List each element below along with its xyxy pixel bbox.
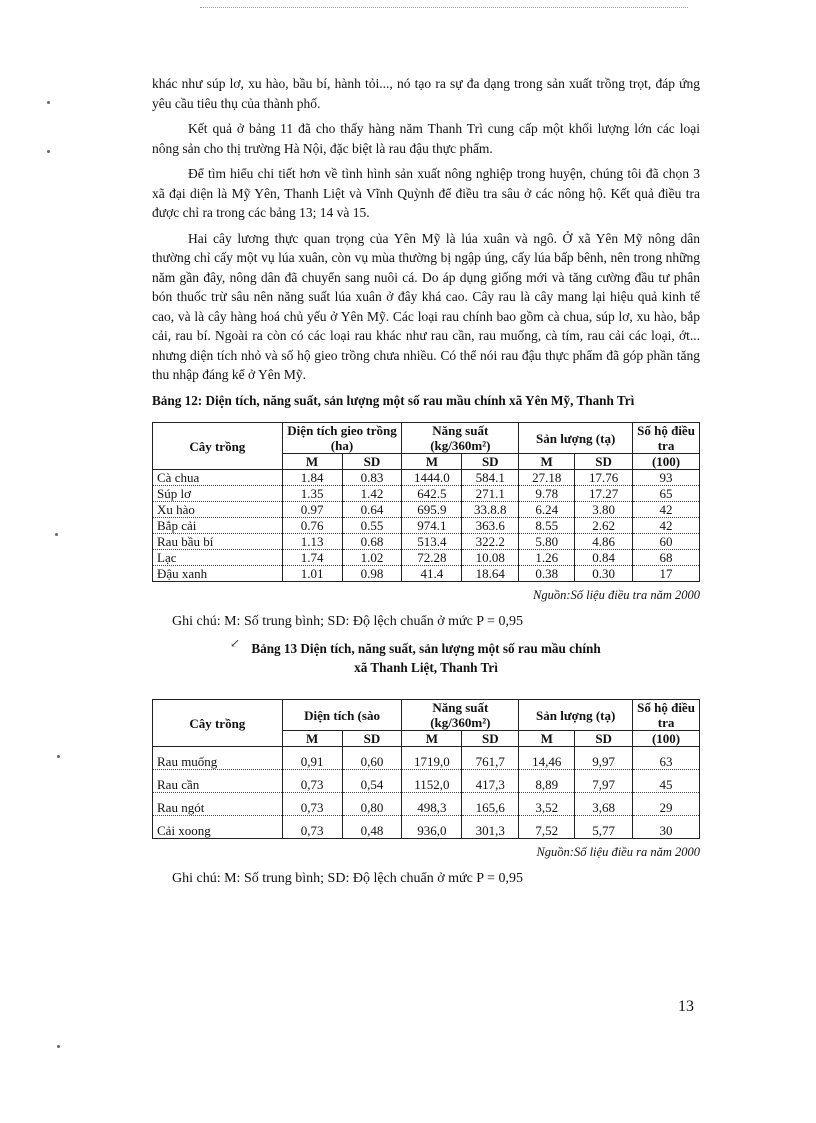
- value-cell: 30: [633, 816, 700, 839]
- value-cell: 1.35: [282, 486, 342, 502]
- header-crop: Cây trồng: [153, 700, 283, 747]
- value-cell: 584.1: [462, 470, 519, 486]
- value-cell: 0,73: [282, 770, 342, 793]
- header-sd: SD: [575, 731, 633, 747]
- value-cell: 10.08: [462, 550, 519, 566]
- value-cell: 8,89: [519, 770, 575, 793]
- table13-caption-line1: Bảng 13 Diện tích, năng suất, sản lượng một số rau mầu chính: [251, 641, 601, 656]
- header-output: Sản lượng (tạ): [519, 700, 633, 731]
- header-sd: SD: [342, 454, 402, 470]
- value-cell: 9.78: [519, 486, 575, 502]
- table-row: [153, 747, 700, 770]
- table-row: [153, 518, 700, 534]
- paragraph-2: Kết quả ở bảng 11 đã cho thấy hàng năm Thanh Trì cung cấp một khối lượng lớn các loại nông sản cho thị trường Hà Nội, đặc biệt là rau đậu thực phẩm.: [152, 121, 700, 156]
- value-cell: 6.24: [519, 502, 575, 518]
- header-households: Số hộ điều tra: [633, 423, 700, 454]
- value-cell: 974.1: [402, 518, 462, 534]
- value-cell: 0.76: [282, 518, 342, 534]
- table-row: [153, 534, 700, 550]
- pen-mark: ↙: [230, 636, 241, 650]
- header-m: M: [519, 731, 575, 747]
- header-m: M: [519, 454, 575, 470]
- table-row: [153, 470, 700, 486]
- value-cell: 29: [633, 793, 700, 816]
- value-cell: 165,6: [462, 793, 519, 816]
- value-cell: 3,52: [519, 793, 575, 816]
- value-cell: 2.62: [575, 518, 633, 534]
- value-cell: 0,73: [282, 816, 342, 839]
- value-cell: 42: [633, 518, 700, 534]
- value-cell: 8.55: [519, 518, 575, 534]
- margin-mark: [47, 101, 50, 104]
- table-row: [153, 502, 700, 518]
- table13-body: [153, 747, 700, 839]
- table-row: [153, 793, 700, 816]
- value-cell: 1.02: [342, 550, 402, 566]
- value-cell: 642.5: [402, 486, 462, 502]
- value-cell: 7,52: [519, 816, 575, 839]
- value-cell: 1.13: [282, 534, 342, 550]
- header-sd: SD: [342, 731, 402, 747]
- header-yield: Năng suất (kg/360m²): [402, 423, 519, 454]
- value-cell: 4.86: [575, 534, 633, 550]
- value-cell: 1.42: [342, 486, 402, 502]
- value-cell: 0,60: [342, 747, 402, 770]
- value-cell: 1.74: [282, 550, 342, 566]
- header-sd: SD: [575, 454, 633, 470]
- value-cell: 0.55: [342, 518, 402, 534]
- header-m: M: [282, 731, 342, 747]
- value-cell: 0.97: [282, 502, 342, 518]
- table-row: [153, 770, 700, 793]
- value-cell: 5.80: [519, 534, 575, 550]
- value-cell: 27.18: [519, 470, 575, 486]
- header-sd: SD: [462, 731, 519, 747]
- crop-name-cell: Cà chua: [153, 470, 283, 486]
- table12-body: [153, 470, 700, 582]
- table12-caption: Bảng 12: Diện tích, năng suất, sản lượng một số rau mầu chính xã Yên Mỹ, Thanh Trì: [152, 392, 635, 408]
- crop-name-cell: Đậu xanh: [153, 566, 283, 582]
- value-cell: 695.9: [402, 502, 462, 518]
- header-sd: SD: [462, 454, 519, 470]
- table-row: [153, 486, 700, 502]
- value-cell: 41.4: [402, 566, 462, 582]
- top-dotted-line: [200, 7, 688, 8]
- table12-note: Ghi chú: M: Số trung bình; SD: Độ lệch chuẩn ở mức P = 0,95: [172, 613, 523, 629]
- value-cell: 0,48: [342, 816, 402, 839]
- value-cell: 14,46: [519, 747, 575, 770]
- value-cell: 9,97: [575, 747, 633, 770]
- value-cell: 322.2: [462, 534, 519, 550]
- value-cell: 65: [633, 486, 700, 502]
- value-cell: 417,3: [462, 770, 519, 793]
- value-cell: 17.27: [575, 486, 633, 502]
- header-households-n: (100): [633, 731, 700, 747]
- value-cell: 3.80: [575, 502, 633, 518]
- table-12: [152, 422, 700, 582]
- value-cell: 93: [633, 470, 700, 486]
- table12-source: Nguồn:Số liệu điều tra năm 2000: [532, 588, 700, 602]
- header-m: M: [402, 454, 462, 470]
- table13-source: Nguồn:Số liệu điều ra năm 2000: [536, 845, 700, 859]
- value-cell: 0.83: [342, 470, 402, 486]
- value-cell: 72.28: [402, 550, 462, 566]
- header-m: M: [402, 731, 462, 747]
- table13-caption-line2: xã Thanh Liệt, Thanh Trì: [354, 660, 498, 675]
- table-row: [153, 566, 700, 582]
- header-area: Diện tích (sào: [282, 700, 402, 731]
- table13-note: Ghi chú: M: Số trung bình; SD: Độ lệch chuẩn ở mức P = 0,95: [172, 870, 523, 886]
- value-cell: 42: [633, 502, 700, 518]
- crop-name-cell: Súp lơ: [153, 486, 283, 502]
- value-cell: 0.30: [575, 566, 633, 582]
- table-13: [152, 699, 700, 839]
- crop-name-cell: Rau cần: [153, 770, 283, 793]
- value-cell: 761,7: [462, 747, 519, 770]
- value-cell: 363.6: [462, 518, 519, 534]
- value-cell: 1719,0: [402, 747, 462, 770]
- value-cell: 0.68: [342, 534, 402, 550]
- value-cell: 271.1: [462, 486, 519, 502]
- value-cell: 301,3: [462, 816, 519, 839]
- value-cell: 0.38: [519, 566, 575, 582]
- header-households-n: (100): [633, 454, 700, 470]
- header-area: Diện tích gieo trồng (ha): [282, 423, 402, 454]
- crop-name-cell: Cải xoong: [153, 816, 283, 839]
- header-households: Số hộ điều tra: [633, 700, 700, 731]
- crop-name-cell: Bắp cải: [153, 518, 283, 534]
- value-cell: 498,3: [402, 793, 462, 816]
- value-cell: 513.4: [402, 534, 462, 550]
- header-crop: Cây trồng: [153, 423, 283, 470]
- value-cell: 1.26: [519, 550, 575, 566]
- value-cell: 1.84: [282, 470, 342, 486]
- crop-name-cell: Rau muống: [153, 747, 283, 770]
- value-cell: 936,0: [402, 816, 462, 839]
- paragraph-4: Hai cây lương thực quan trọng của Yên Mỹ là lúa xuân và ngô. Ở xã Yên Mỹ nông dân thường chỉ cấy một vụ lúa xuân, còn vụ mùa thường bị ngập úng, cấy lúa bấp bênh, nên trong những năm gần đây, nông dân đã chuyển sang nuôi cá. Do áp dụng giống mới và tăng cường đầu tư phân bón thuốc trừ sâu nên năng suất lúa xuân ở đây khá cao. Cây rau là cây mang lại hiệu quả kinh tế cao, và là cây hàng hoá chủ yếu ở Yên Mỹ. Các loại rau chính bao gồm cà chua, súp lơ, xu hào, bắp cải, rau bí. Ngoài ra còn có các loại rau khác như rau cần, rau muống, cà tím, rau cải các loại, ớt... nhưng diện tích nhỏ và số hộ gieo trồng chưa nhiều. Có thể nói rau đậu thực phẩm đã góp phần tăng thu nhập đáng kể ở Yên Mỹ.: [152, 230, 700, 382]
- value-cell: 68: [633, 550, 700, 566]
- value-cell: 17.76: [575, 470, 633, 486]
- crop-name-cell: Lạc: [153, 550, 283, 566]
- value-cell: 0.84: [575, 550, 633, 566]
- value-cell: 5,77: [575, 816, 633, 839]
- margin-mark: [47, 150, 50, 153]
- value-cell: 33.8.8: [462, 502, 519, 518]
- margin-mark: [57, 1045, 60, 1048]
- header-output: Sản lượng (tạ): [519, 423, 633, 454]
- paragraph-3: Để tìm hiểu chi tiết hơn về tình hình sản xuất nông nghiệp trong huyện, chúng tôi đã chọn 3 xã đại diện là Mỹ Yên, Thanh Liệt và Vĩnh Quỳnh để điều tra sâu ở các nông hộ. Kết quả điều tra được chỉ ra trong các bảng 13; 14 và 15.: [152, 166, 700, 220]
- value-cell: 17: [633, 566, 700, 582]
- crop-name-cell: Rau bầu bí: [153, 534, 283, 550]
- value-cell: 45: [633, 770, 700, 793]
- header-m: M: [282, 454, 342, 470]
- value-cell: 60: [633, 534, 700, 550]
- value-cell: 0,80: [342, 793, 402, 816]
- value-cell: 0.98: [342, 566, 402, 582]
- paragraph-1: khác như súp lơ, xu hào, bầu bí, hành tỏi..., nó tạo ra sự đa dạng trong sản xuất trồng trọt, đáp ứng yêu cầu tiêu thụ của thành phố.: [152, 76, 700, 111]
- table-row: [153, 550, 700, 566]
- value-cell: 1444.0: [402, 470, 462, 486]
- header-yield: Năng suất (kg/360m²): [402, 700, 519, 731]
- crop-name-cell: Xu hào: [153, 502, 283, 518]
- page-number: 13: [678, 998, 694, 1015]
- margin-mark: [57, 755, 60, 758]
- margin-mark: [55, 533, 58, 536]
- value-cell: 0,73: [282, 793, 342, 816]
- value-cell: 1.01: [282, 566, 342, 582]
- value-cell: 3,68: [575, 793, 633, 816]
- value-cell: 63: [633, 747, 700, 770]
- value-cell: 1152,0: [402, 770, 462, 793]
- crop-name-cell: Rau ngót: [153, 793, 283, 816]
- value-cell: 0,91: [282, 747, 342, 770]
- page-content: [152, 74, 700, 888]
- table13-caption: [152, 639, 700, 677]
- value-cell: 0,54: [342, 770, 402, 793]
- value-cell: 18.64: [462, 566, 519, 582]
- table-row: [153, 816, 700, 839]
- value-cell: 7,97: [575, 770, 633, 793]
- value-cell: 0.64: [342, 502, 402, 518]
